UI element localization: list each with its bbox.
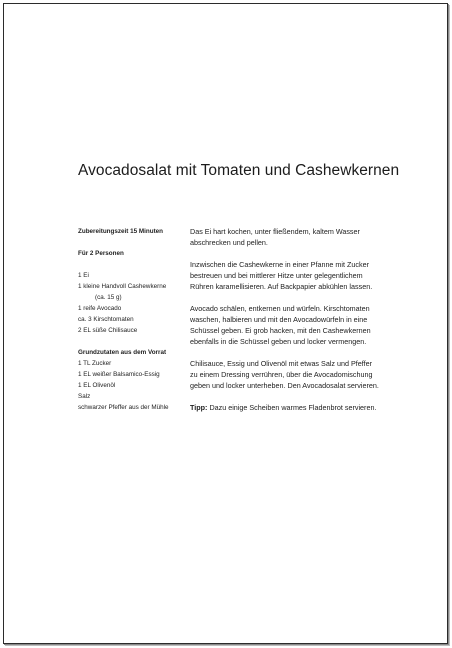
ingredient-item: 1 kleine Handvoll Cashewkerne: [78, 283, 167, 290]
ingredient-item: 1 Ei: [78, 272, 89, 279]
pantry-item: schwarzer Pfeffer aus der Mühle: [78, 404, 169, 411]
instructions: [190, 226, 390, 424]
tip: [190, 402, 390, 413]
step-line: zu einem Dressing verrühren, über die Avocadomischung: [190, 370, 373, 379]
step-line: waschen, halbieren und mit den Avocadowürfeln in eine: [190, 315, 368, 324]
step-line: Rühren karamellisieren. Auf Backpapier abkühlen lassen.: [190, 282, 373, 291]
step-2: [190, 259, 390, 292]
tip-label: Tipp:: [190, 403, 208, 412]
servings: Für 2 Personen: [78, 250, 124, 257]
ingredient-item: ca. 3 Kirschtomaten: [78, 316, 134, 323]
step-3: [190, 303, 390, 347]
ingredient-item: 1 reife Avocado: [78, 305, 122, 312]
step-line: Schüssel geben. Ei grob hacken, mit den Cashewkernen: [190, 326, 371, 335]
pantry-item: 1 EL weißer Balsamico-Essig: [78, 371, 160, 378]
step-1: [190, 226, 390, 248]
pantry-item: Salz: [78, 393, 91, 400]
pantry-item: 1 EL Olivenöl: [78, 382, 116, 389]
prep-time: Zubereitungszeit 15 Minuten: [78, 228, 164, 235]
pantry-heading: Grundzutaten aus dem Vorrat: [78, 349, 167, 356]
tip-text: Dazu einige Scheiben warmes Fladenbrot servieren.: [209, 403, 377, 412]
step-line: Inzwischen die Cashewkerne in einer Pfanne mit Zucker: [190, 260, 369, 269]
step-line: bestreuen und bei mittlerer Hitze unter gelegentlichem: [190, 271, 363, 280]
step-line: geben und locker unterheben. Den Avocadosalat servieren.: [190, 381, 379, 390]
step-4: [190, 358, 390, 391]
pantry-item: 1 TL Zucker: [78, 360, 112, 367]
ingredient-item: 2 EL süße Chilisauce: [78, 327, 138, 334]
recipe-title: Avocadosalat mit Tomaten und Cashewkernen: [78, 162, 400, 179]
ingredient-item: (ca. 15 g): [95, 294, 122, 301]
ingredients-sidebar: [78, 226, 190, 413]
step-line: Das Ei hart kochen, unter fließendem, kaltem Wasser: [190, 227, 360, 236]
step-line: Avocado schälen, entkernen und würfeln. Kirschtomaten: [190, 304, 370, 313]
step-line: ebenfalls in die Schüssel geben und locker vermengen.: [190, 337, 367, 346]
step-line: abschrecken und pellen.: [190, 238, 268, 247]
step-line: Chilisauce, Essig und Olivenöl mit etwas Salz und Pfeffer: [190, 359, 373, 368]
